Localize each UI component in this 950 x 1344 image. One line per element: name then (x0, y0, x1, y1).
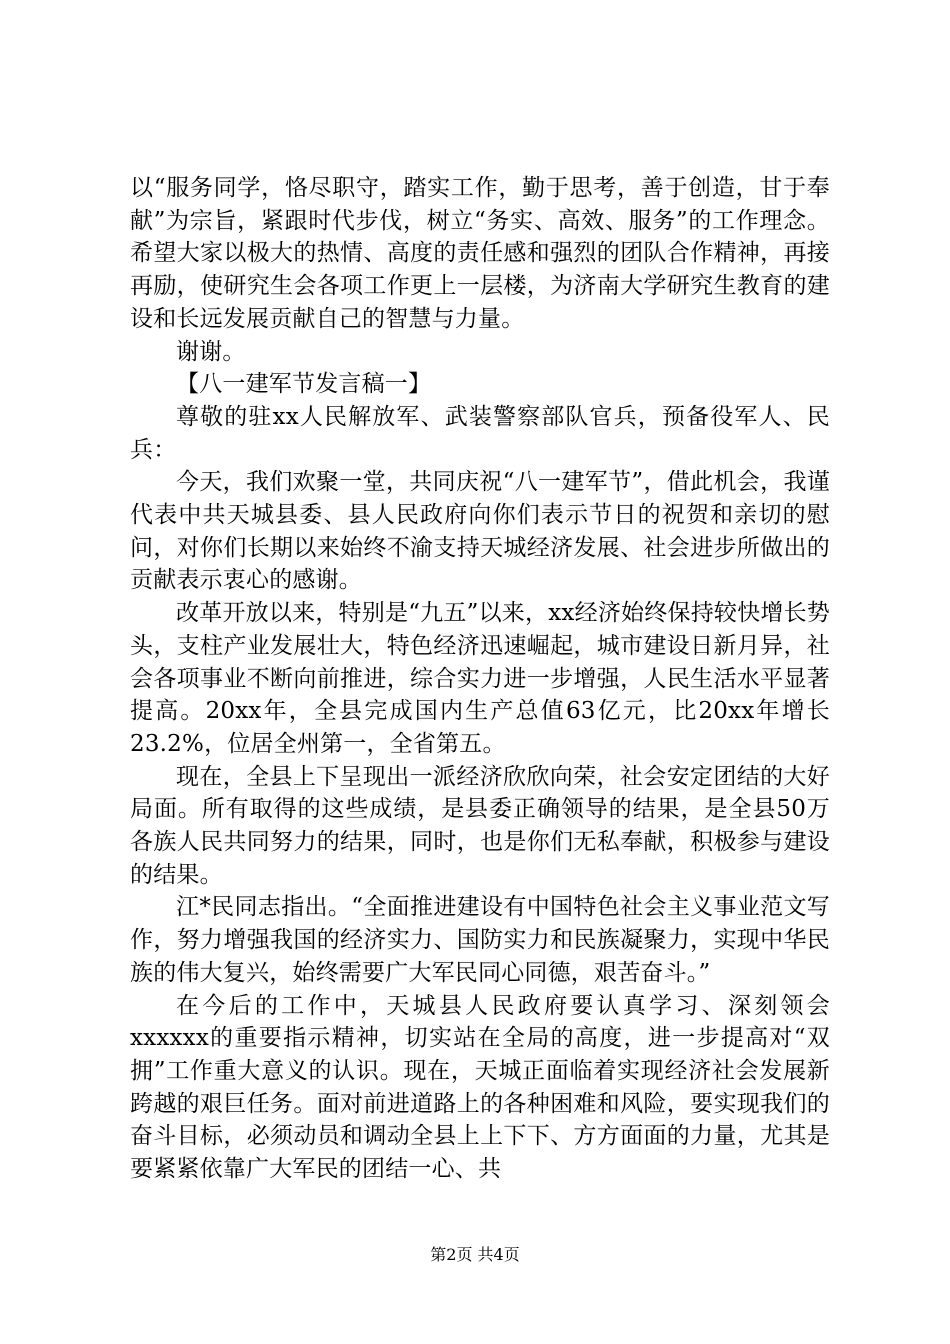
page-footer: 第2页 共4页 (430, 1245, 520, 1264)
paragraph: 改革开放以来，特别是“九五”以来，xx经济始终保持较快增长势头，支柱产业发展壮大，特色经济迅速崛起，城市建设日新月异，社会各项事业不断向前推进，综合实力进一步增强，人民生活水平显著提高。20xx年，全县完成国内生产总值63亿元，比20xx年增长23.2%，位居全州第一，全省第五。 (130, 600, 830, 757)
paragraph: 在今后的工作中，天城县人民政府要认真学习、深刻领会xxxxxx的重要指示精神，切实站在全局的高度，进一步提高对“双拥”工作重大意义的认识。现在，天城正面临着实现经济社会发展新跨越的艰巨任务。面对前进道路上的各种困难和风险，要实现我们的奋斗目标，必须动员和调动全县上上下下、方方面面的力量，尤其是要紧紧依靠广大军民的团结一心、共 (130, 992, 830, 1183)
paragraph: 尊敬的驻xx人民解放军、武装警察部队官兵，预备役军人、民兵： (130, 403, 830, 463)
paragraph: 江*民同志指出。“全面推进建设有中国特色社会主义事业范文写作，努力增强我国的经济实力、国防实力和民族凝聚力，实现中华民族的伟大复兴，始终需要广大军民同心同德，艰苦奋斗。” (130, 894, 830, 986)
section-heading: 【八一建军节发言稿一】 (176, 371, 432, 398)
paragraph: 现在，全县上下呈现出一派经济欣欣向荣，社会安定团结的大好局面。所有取得的这些成绩，是县委正确领导的结果，是全县50万各族人民共同努力的结果，同时，也是你们无私奉献，积极参与建设的结果。 (130, 763, 830, 888)
document-body (130, 172, 830, 1186)
paragraph: 谢谢。 (176, 338, 246, 365)
paragraph: 今天，我们欢聚一堂，共同庆祝“八一建军节”，借此机会，我谨代表中共天城县委、县人民政府向你们表示节日的祝贺和亲切的慰问，对你们长期以来始终不渝支持天城经济发展、社会进步所做出的贡献表示衷心的感谢。 (130, 469, 830, 594)
paragraph: 以“服务同学，恪尽职守，踏实工作，勤于思考，善于创造，甘于奉献”为宗旨，紧跟时代步伐，树立“务实、高效、服务”的工作理念。希望大家以极大的热情、高度的责任感和强烈的团队合作精神，再接再励，使研究生会各项工作更上一层楼，为济南大学研究生教育的建设和长远发展贡献自己的智慧与力量。 (130, 175, 830, 332)
